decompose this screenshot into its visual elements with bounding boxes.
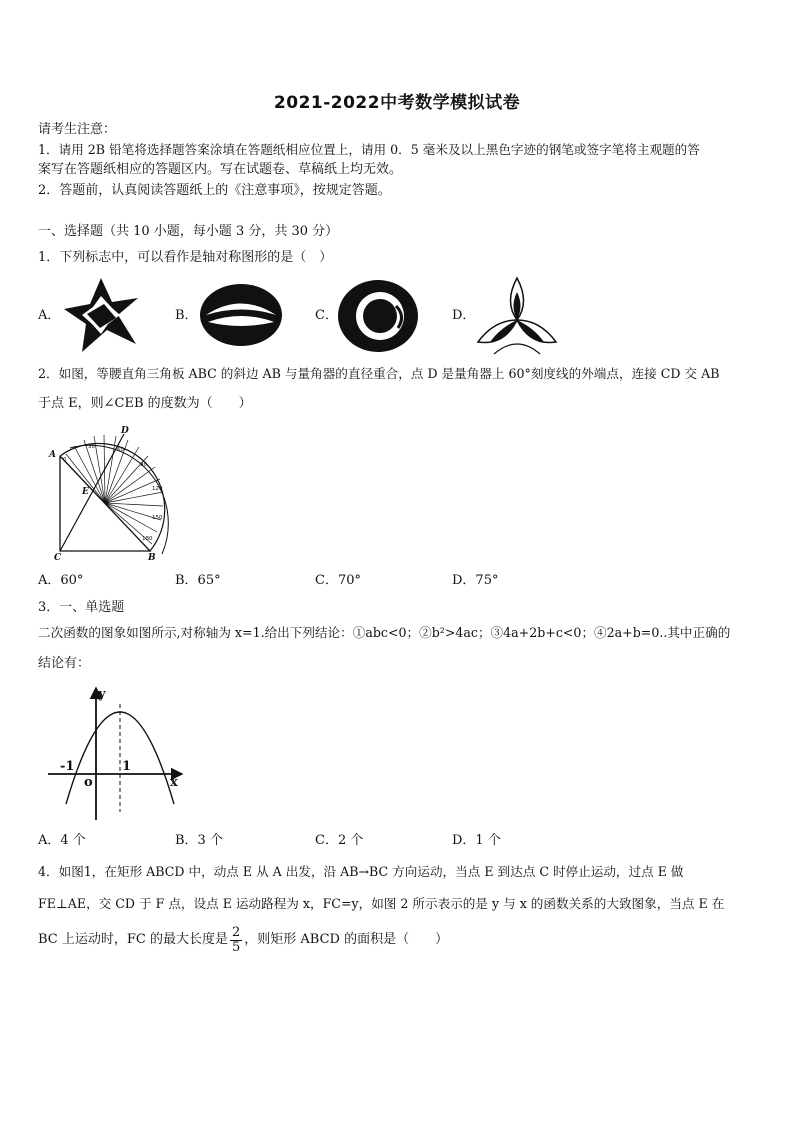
tick-150: 150 xyxy=(152,515,163,521)
q2-option-b: B．65° xyxy=(175,573,221,588)
pinwheel-logo-icon xyxy=(60,274,142,356)
notice-item-2: 2．答题前，认真阅读答题纸上的《注意事项》，按规定答题。 xyxy=(38,183,391,198)
graph-y-label: y xyxy=(98,687,106,702)
q2-option-c: C．70° xyxy=(315,573,361,588)
graph-one-label: 1 xyxy=(122,759,132,774)
petal-logo-icon xyxy=(474,274,560,358)
q1-option-a: A． xyxy=(38,308,61,323)
q1-option-c: C． xyxy=(315,308,338,323)
q4-line-3-start: BC 上运动时，FC 的最大长度是 xyxy=(38,932,228,947)
q4-line-1: 4．如图1，在矩形 ABCD 中，动点 E 从 A 出发，沿 AB→BC 方向运动，当点 E 到达点 C 时停止运动，过点 E 做 xyxy=(38,864,684,879)
q4-line-3-end: ，则矩形 ABCD 的面积是（ ） xyxy=(244,932,449,947)
q4-fraction xyxy=(230,926,242,955)
q4-line-3 xyxy=(38,922,760,958)
q4-fraction-denominator: 5 xyxy=(231,939,241,955)
q2-stem-b: 于点 E，则∠CEB 的度数为（ ） xyxy=(38,396,252,411)
q3-stem-a: 二次函数的图象如图所示,对称轴为 x=1.给出下列结论：①abc<0；②b²>4ac；③4a+2b+c<0；④2a+b=0..其中正确的 xyxy=(38,625,731,640)
q3-option-a: A．4 个 xyxy=(38,833,86,848)
section-heading: 一、选择题（共 10 小题，每小题 3 分，共 30 分） xyxy=(38,224,339,239)
graph-neg1-label: -1 xyxy=(60,759,75,774)
tick-180: 180 xyxy=(142,536,153,542)
q2-stem-a: 2．如图，等腰直角三角板 ABC 的斜边 AB 与量角器的直径重合，点 D 是量角器上 60°刻度线的外端点，连接 CD 交 AB xyxy=(38,366,720,381)
protractor-figure xyxy=(44,420,194,562)
parabola-graph xyxy=(46,682,186,824)
q1-stem: 1．下列标志中，可以看作是轴对称图形的是（ ） xyxy=(38,250,333,265)
q4-line-2: FE⊥AE，交 CD 于 F 点，设点 E 运动路程为 x，FC=y，如图 2 所示表示的是 y 与 x 的函数关系的大致图象，当点 E 在 xyxy=(38,896,725,911)
q3-stem-b: 结论有： xyxy=(38,656,91,671)
tick-120: 120 xyxy=(152,486,163,492)
graph-origin-label: o xyxy=(84,775,93,790)
q3-option-b: B．3 个 xyxy=(175,833,223,848)
q1-option-b: B． xyxy=(175,308,198,323)
label-d: D xyxy=(121,426,129,436)
label-c: C xyxy=(54,553,62,562)
page-title: 2021-2022中考数学模拟试卷 xyxy=(273,93,521,113)
circle-logo-icon xyxy=(336,278,420,354)
q3-option-d: D．1 个 xyxy=(452,833,501,848)
label-b: B xyxy=(148,553,156,562)
q3-option-c: C．2 个 xyxy=(315,833,364,848)
label-a: A xyxy=(49,450,56,460)
tick-30: 30 xyxy=(88,444,95,450)
notice-heading: 请考生注意： xyxy=(38,122,117,137)
q1-option-d: D． xyxy=(452,308,476,323)
q2-option-d: D．75° xyxy=(452,573,499,588)
q3-stem-head: 3．一、单选题 xyxy=(38,600,125,615)
notice-item-1a: 1．请用 2B 铅笔将选择题答案涂填在答题纸相应位置上，请用 0．5 毫米及以上黑色字迹的钢笔或签字笔将主观题的答 xyxy=(38,142,700,157)
tick-0: 0 xyxy=(63,457,67,463)
ellipse-logo-icon xyxy=(198,282,284,348)
q2-option-a: A．60° xyxy=(38,573,84,588)
tick-90: 90 xyxy=(140,462,147,468)
q4-fraction-numerator: 2 xyxy=(231,924,241,940)
notice-item-1b: 案写在答题纸相应的答题区内。写在试题卷、草稿纸上均无效。 xyxy=(38,162,403,177)
graph-x-label: x xyxy=(170,775,178,790)
tick-60: 60 xyxy=(117,447,124,453)
label-e: E xyxy=(82,487,89,497)
